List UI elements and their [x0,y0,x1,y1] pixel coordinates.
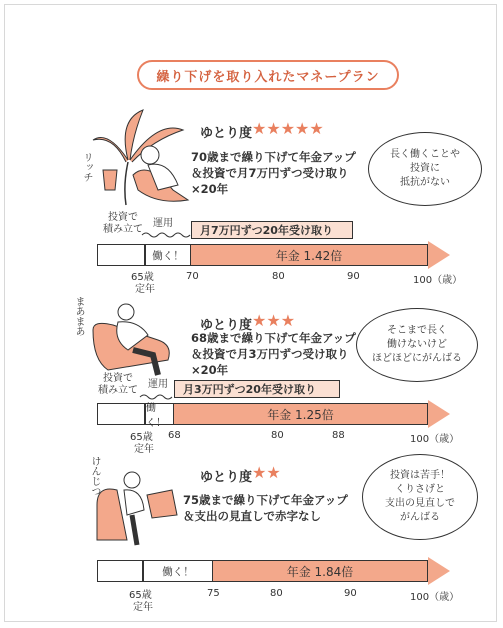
plan-description [183,492,348,524]
pension-bar: 年金 1.25倍 [174,403,428,425]
plan-description [191,149,356,197]
speech-bubble: 長く働くことや 投資に 抵抗がない [368,132,482,206]
tick-label: 65歳 [130,432,153,443]
tick-label: 65歳 [131,272,154,283]
star-icon: ★ [252,463,267,482]
plan-description [191,330,356,378]
wavy-line [140,230,192,240]
star-rating [252,119,324,138]
plan-line: ×20年 [191,182,229,196]
plan-line: 70歳まで繰り下げて年金アップ [191,150,356,164]
star-icon: ★ [295,119,310,138]
tick-label: 75 [207,588,220,599]
yutori-label: ゆとり度 [200,126,253,141]
arrow-head-icon [428,400,450,428]
pre-retirement-bar [97,403,145,425]
tick-label: 80 [272,271,285,282]
speech-bubble: 投資は苦手！ くりさげと 支出の見直しで がんばる [362,454,478,540]
teinen-label: 定年 [135,284,155,295]
star-icon: ★ [280,119,296,138]
working-person-illustration [92,460,192,550]
tick-label: 100（歳） [410,434,460,445]
work-bar: 働く！ [145,403,174,425]
pre-retirement-bar [97,560,143,582]
teinen-label: 定年 [133,602,153,613]
tick-label: 65歳 [129,590,152,601]
star-icon: ★ [252,311,267,330]
invest-label: 投資で 積み立て [98,373,138,396]
plan-line: 68歳まで繰り下げて年金アップ [191,331,356,345]
tick-label: 80 [270,588,283,599]
invest-label: 投資で 積み立て [103,212,143,235]
plan-line: ＆投資で月3万円ずつ受け取り [191,347,349,361]
star-icon: ★ [252,119,267,138]
arrow-head-icon [428,241,450,269]
star-icon: ★ [280,311,296,330]
work-bar: 働く！ [143,560,213,582]
teinen-label: 定年 [134,444,154,455]
plan-line: ＆支出の見直しで赤字なし [183,509,321,523]
side-label: けんじつ [89,456,100,496]
tick-label: 90 [347,271,360,282]
star-rating [252,463,281,482]
tick-label: 80 [271,430,284,441]
star-icon: ★ [266,311,281,330]
arrow-head-icon [428,557,450,585]
speech-bubble: そこまで長く 働けないけど ほどほどにがんばる [356,308,478,382]
tick-label: 68 [168,430,181,441]
side-label: まあまあ [73,296,84,336]
tick-label: 88 [332,430,345,441]
pre-retirement-bar [97,244,145,266]
star-rating [252,311,295,330]
pension-bar: 年金 1.42倍 [191,244,428,266]
payout-box: 月7万円ずつ20年受け取り [191,221,353,239]
plan-line: ×20年 [191,363,229,377]
plan-line: 75歳まで繰り下げて年金アップ [183,493,348,507]
tick-label: 70 [186,271,199,282]
tick-label: 100（歳） [410,592,460,603]
star-icon: ★ [266,119,281,138]
unyo-label: 運用 [153,218,173,229]
side-label: リッチ [81,152,92,182]
plan-line: ＆投資で月7万円ずつ受け取り [191,166,349,180]
pension-bar: 年金 1.84倍 [213,560,428,582]
drink-glass-icon [100,165,120,195]
star-icon: ★ [266,463,281,482]
sitting-person-illustration [88,300,188,380]
work-bar: 働く！ [145,244,191,266]
yutori-label: ゆとり度 [200,470,253,485]
tick-label: 100（歳） [413,275,463,286]
page-title: 繰り下げを取り入れたマネープラン [137,60,399,90]
star-icon: ★ [309,119,324,138]
yutori-label: ゆとり度 [200,318,253,333]
unyo-label: 運用 [148,379,168,390]
payout-box: 月3万円ずつ20年受け取り [174,380,340,398]
tick-label: 90 [344,588,357,599]
